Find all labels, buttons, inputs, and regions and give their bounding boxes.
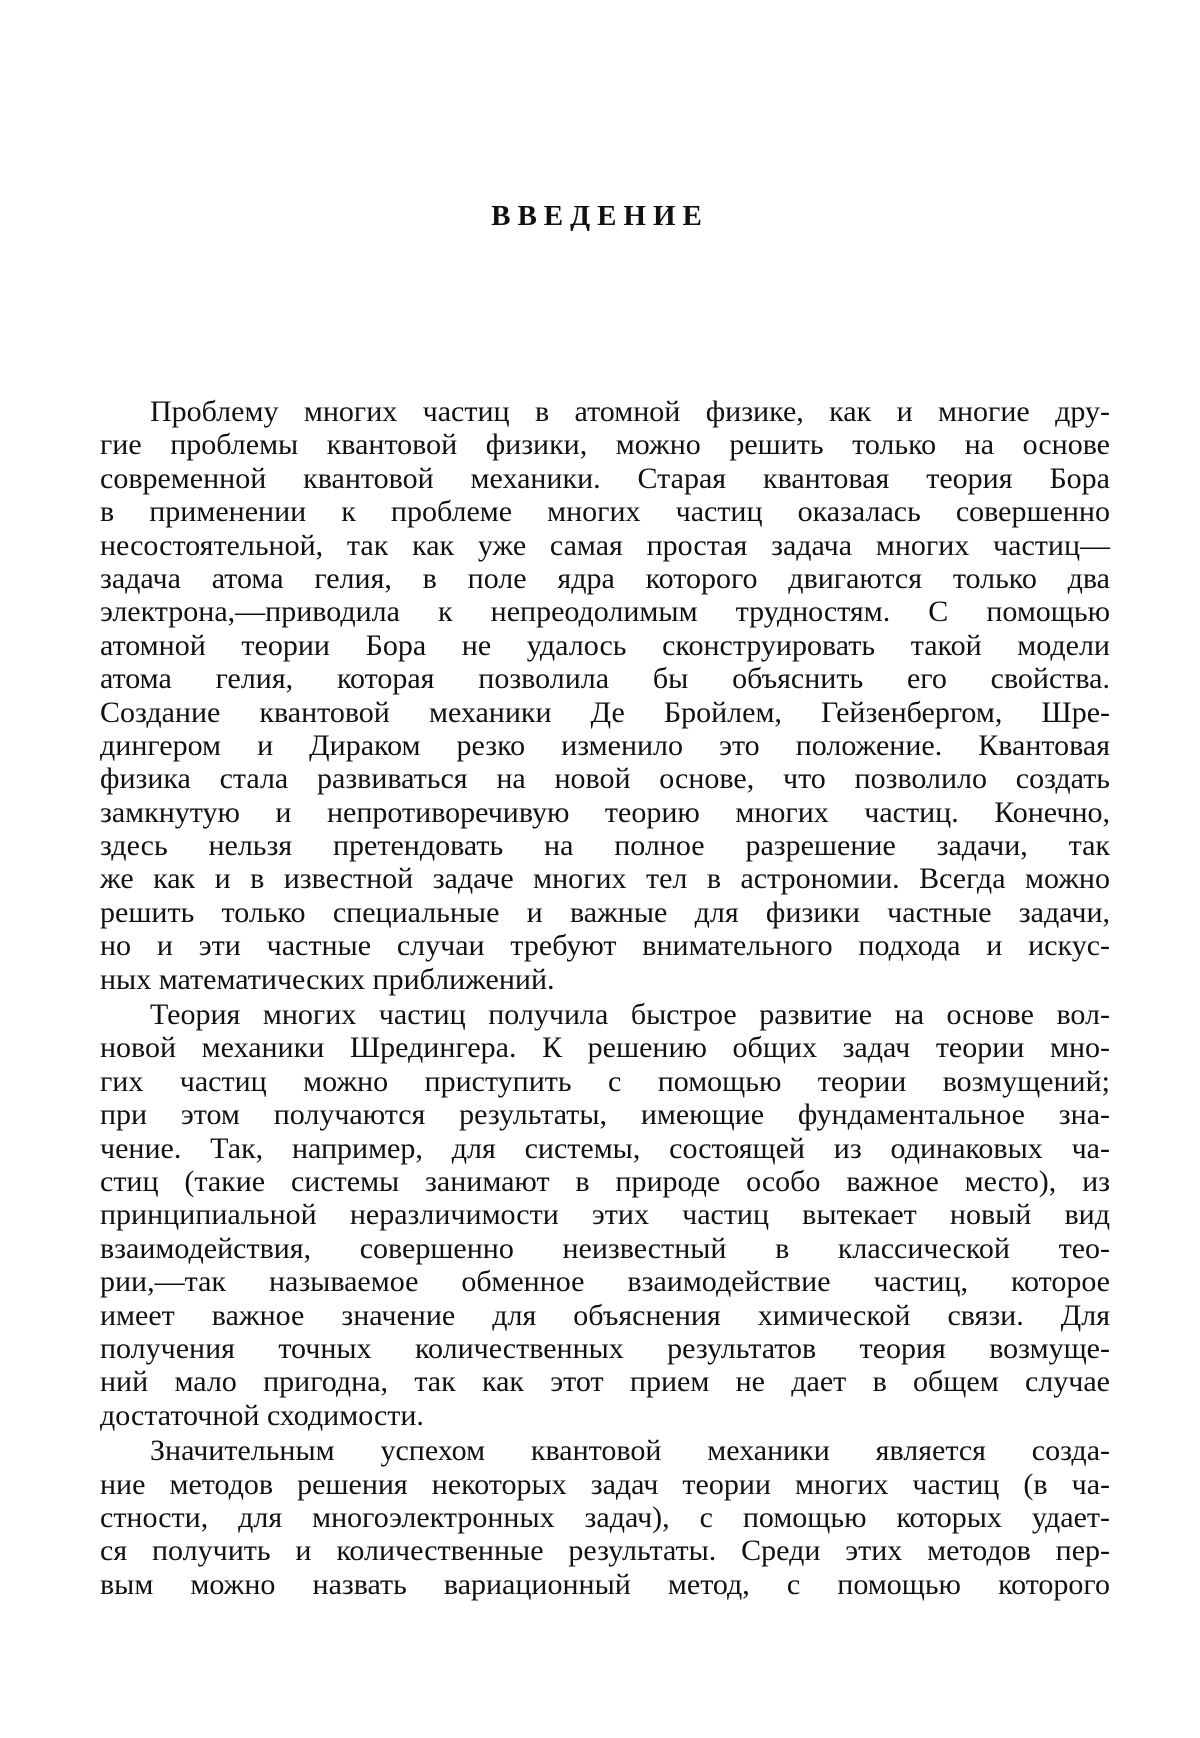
text-line: стности, для многоэлектронных задач), с помощью которых удает- xyxy=(100,1500,1110,1534)
text-line: задача атома гелия, в поле ядра которого двигаются только два xyxy=(100,561,1110,595)
text-line: но и эти частные случаи требуют внимательного подхода и искус- xyxy=(100,929,1110,963)
text-line: чение. Так, например, для системы, состоящей из одинаковых ча- xyxy=(100,1131,1110,1165)
text-line: гих частиц можно приступить с помощью теории возмущений; xyxy=(100,1064,1110,1098)
text-line: Проблему многих частиц в атомной физике, как и многие дру- xyxy=(150,395,1110,428)
text-line: атомной теории Бора не удалось сконструировать такой модели xyxy=(100,628,1110,662)
paragraph-2 xyxy=(100,998,1110,1432)
text-line: решить только специальные и важные для физики частные задачи, xyxy=(100,895,1110,929)
text-line: ний мало пригодна, так как этот прием не дает в общем случае xyxy=(100,1365,1110,1399)
text-line: гие проблемы квантовой физики, можно решить только на основе xyxy=(100,428,1110,462)
text-line: атома гелия, которая позволила бы объяснить его свойства. xyxy=(100,662,1110,696)
text-line: Теория многих частиц получила быстрое развитие на основе вол- xyxy=(150,998,1110,1032)
text-line: достаточной сходимости. xyxy=(100,1398,424,1432)
text-line: несостоятельной, так как уже самая простая задача многих частиц— xyxy=(100,528,1110,562)
text-line: в применении к проблеме многих частиц оказалась совершенно xyxy=(100,495,1110,529)
text-line: получения точных количественных результатов теория возмуще- xyxy=(100,1331,1110,1365)
text-line: взаимодействия, совершенно неизвестный в классической тео- xyxy=(100,1231,1110,1265)
text-line: физика стала развиваться на новой основе, что позволило создать xyxy=(100,762,1110,796)
text-line: ся получить и количественные результаты. Среди этих методов пер- xyxy=(100,1534,1110,1568)
text-line: современной квантовой механики. Старая квантовая теория Бора xyxy=(100,461,1110,495)
text-line: замкнутую и непротиворечивую теорию многих частиц. Конечно, xyxy=(100,795,1110,829)
text-line: здесь нельзя претендовать на полное разрешение задачи, так xyxy=(100,829,1110,863)
paragraph-1 xyxy=(100,395,1110,996)
text-line: ние методов решения некоторых задач теории многих частиц (в ча- xyxy=(100,1467,1110,1501)
text-line: же как и в известной задаче многих тел в астрономии. Всегда можно xyxy=(100,862,1110,896)
text-line: Значительным успехом квантовой механики является созда- xyxy=(150,1434,1110,1468)
text-line: вым можно назвать вариационный метод, с помощью которого xyxy=(100,1567,1110,1601)
text-line: принципиальной неразличимости этих частиц вытекает новый вид xyxy=(100,1198,1110,1232)
text-line: новой механики Шредингера. К решению общих задач теории мно- xyxy=(100,1031,1110,1065)
text-line: стиц (такие системы занимают в природе особо важное место), из xyxy=(100,1164,1110,1198)
body-text xyxy=(100,395,1110,1601)
chapter-heading: ВВЕДЕНИЕ xyxy=(491,200,709,232)
text-line: Создание квантовой механики Де Бройлем, Гейзенбергом, Шре- xyxy=(100,695,1110,729)
text-line: электрона,—приводила к непреодолимым трудностям. С помощью xyxy=(100,595,1110,629)
text-line: дингером и Дираком резко изменило это положение. Квантовая xyxy=(100,728,1110,762)
text-line: рии,—так называемое обменное взаимодействие частиц, которое xyxy=(100,1265,1110,1299)
paragraph-3 xyxy=(100,1434,1110,1601)
text-line: имеет важное значение для объяснения химической связи. Для xyxy=(100,1298,1110,1332)
text-line: ных математических приближений. xyxy=(100,962,555,996)
text-line: при этом получаются результаты, имеющие фундаментальное зна- xyxy=(100,1098,1110,1132)
